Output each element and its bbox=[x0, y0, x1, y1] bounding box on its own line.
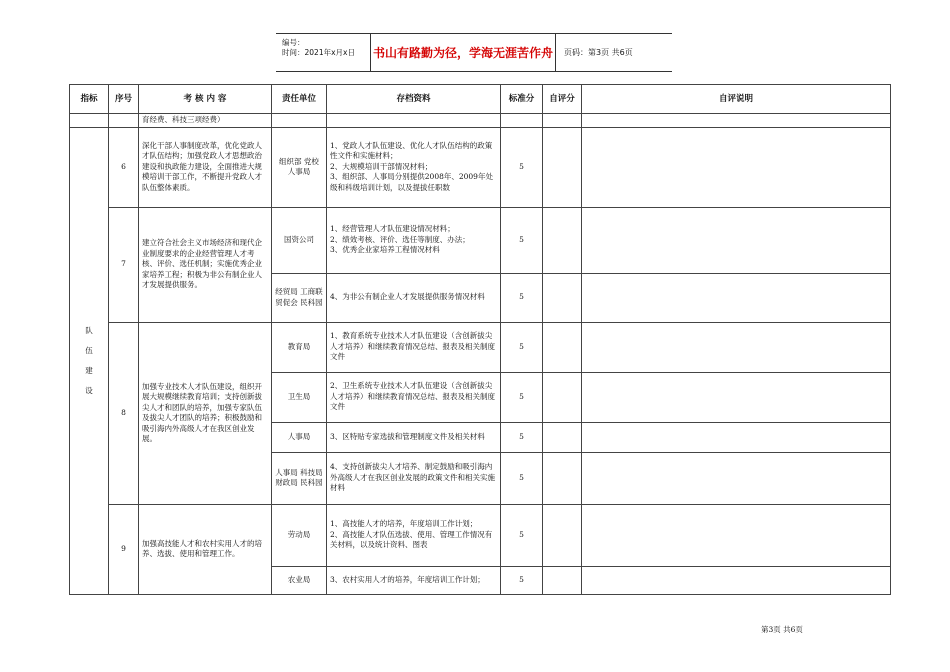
cell-number: 8 bbox=[109, 322, 139, 504]
cell-unit: 人事局 科技局 财政局 民科园 bbox=[272, 452, 327, 504]
cell-self-score[interactable] bbox=[543, 372, 582, 422]
cell-docs: 1、教育系统专业技术人才队伍建设（含创新拔尖人才培养）和继续教育情况总结、报表及相关制度文件 bbox=[327, 322, 501, 372]
col-header-docs: 存档资料 bbox=[327, 85, 501, 114]
cell-empty bbox=[272, 114, 327, 128]
cell-docs: 3、区特贴专家选拔和管理制度文件及相关材料 bbox=[327, 422, 501, 452]
col-header-content: 考 核 内 容 bbox=[139, 85, 272, 114]
col-header-self-notes: 自评说明 bbox=[582, 85, 891, 114]
cell-empty bbox=[109, 114, 139, 128]
col-header-standard-score: 标准分 bbox=[501, 85, 543, 114]
cell-self-notes[interactable] bbox=[582, 273, 891, 322]
cell-unit: 劳动局 bbox=[272, 504, 327, 566]
cell-self-score[interactable] bbox=[543, 452, 582, 504]
cell-self-score[interactable] bbox=[543, 207, 582, 273]
cell-empty bbox=[582, 114, 891, 128]
cell-self-notes[interactable] bbox=[582, 322, 891, 372]
cell-empty bbox=[501, 114, 543, 128]
dimension-char: 设 bbox=[85, 385, 93, 395]
cell-content: 加强高技能人才和农村实用人才的培养、选拔、使用和管理工作。 bbox=[139, 504, 272, 594]
cell-self-notes[interactable] bbox=[582, 372, 891, 422]
cell-number: 6 bbox=[109, 127, 139, 207]
cell-standard-score: 5 bbox=[501, 322, 543, 372]
col-header-number: 序号 bbox=[109, 85, 139, 114]
cell-unit: 农业局 bbox=[272, 566, 327, 594]
cell-self-score[interactable] bbox=[543, 422, 582, 452]
cell-docs: 3、农村实用人才的培养，年度培训工作计划； bbox=[327, 566, 501, 594]
cell-standard-score: 5 bbox=[501, 566, 543, 594]
cell-docs: 1、党政人才队伍建设、优化人才队伍结构的政策性文件和实施材料； 2、大规模培训干部情况材料； 3、组织部、人事局分别提供2008年、2009年处级和科级培训计划，以及提拔任职数 bbox=[327, 127, 501, 207]
cell-number: 9 bbox=[109, 504, 139, 594]
cell-unit: 组织部 党校 人事局 bbox=[272, 127, 327, 207]
cell-self-score[interactable] bbox=[543, 273, 582, 322]
assessment-table bbox=[69, 84, 891, 595]
cell-standard-score: 5 bbox=[501, 452, 543, 504]
cell-docs: 4、为非公有制企业人才发展提供服务情况材料 bbox=[327, 273, 501, 322]
cell-dimension bbox=[70, 127, 109, 594]
header-meta bbox=[276, 34, 370, 71]
cell-self-notes[interactable] bbox=[582, 452, 891, 504]
cell-standard-score: 5 bbox=[501, 127, 543, 207]
cell-content: 育经费、科技三项经费） bbox=[139, 114, 272, 128]
cell-unit: 国资公司 bbox=[272, 207, 327, 273]
cell-docs: 4、支持创新拔尖人才培养、制定鼓励和吸引海内外高级人才在我区创业发展的政策文件和相关实施材料 bbox=[327, 452, 501, 504]
cell-self-score[interactable] bbox=[543, 566, 582, 594]
page-header bbox=[276, 33, 672, 72]
table-header-row bbox=[70, 85, 891, 114]
col-header-indicator: 指标 bbox=[70, 85, 109, 114]
cell-content: 建立符合社会主义市场经济和现代企业制度要求的企业经营管理人才考核、评价、选任机制；实施优秀企业家培养工程；积极为非公有制企业人才发展提供服务。 bbox=[139, 207, 272, 322]
cell-content: 深化干部人事制度改革，优化党政人才队伍结构；加强党政人才思想政治建设和执政能力建设，全面推进大规模培训干部工作，不断提升党政人才队伍整体素质。 bbox=[139, 127, 272, 207]
cell-standard-score: 5 bbox=[501, 207, 543, 273]
cell-standard-score: 5 bbox=[501, 273, 543, 322]
number-label: 编号： bbox=[282, 38, 305, 47]
table-row bbox=[70, 114, 891, 128]
cell-self-score[interactable] bbox=[543, 127, 582, 207]
col-header-unit: 责任单位 bbox=[272, 85, 327, 114]
cell-standard-score: 5 bbox=[501, 372, 543, 422]
cell-empty bbox=[543, 114, 582, 128]
cell-self-notes[interactable] bbox=[582, 566, 891, 594]
cell-standard-score: 5 bbox=[501, 422, 543, 452]
table-row bbox=[70, 504, 891, 566]
cell-content: 加强专业技术人才队伍建设，组织开展大规模继续教育培训；支持创新拔尖人才和团队的培养，加强专家队伍及拔尖人才团队的培养；积极鼓励和吸引海内外高级人才在我区创业发展。 bbox=[139, 322, 272, 504]
cell-docs: 1、经营管理人才队伍建设情况材料； 2、绩效考核、评价、选任等制度、办法； 3、优秀企业家培养工程情况材料 bbox=[327, 207, 501, 273]
dimension-char: 队 bbox=[85, 325, 93, 335]
table-row bbox=[70, 127, 891, 207]
dimension-char: 伍 bbox=[85, 345, 93, 355]
cell-self-notes[interactable] bbox=[582, 504, 891, 566]
header-page-label: 页码：第3页 共6页 bbox=[564, 48, 633, 57]
cell-unit: 教育局 bbox=[272, 322, 327, 372]
cell-unit: 人事局 bbox=[272, 422, 327, 452]
header-motto: 书山有路勤为径，学海无涯苦作舟 bbox=[370, 34, 556, 71]
cell-self-score[interactable] bbox=[543, 322, 582, 372]
col-header-self-score: 自评分 bbox=[543, 85, 582, 114]
cell-self-notes[interactable] bbox=[582, 422, 891, 452]
cell-standard-score: 5 bbox=[501, 504, 543, 566]
cell-self-notes[interactable] bbox=[582, 207, 891, 273]
cell-docs: 1、高技能人才的培养，年度培训工作计划； 2、高技能人才队伍选拔、使用、管理工作情况有关材料，以及统计资料、图表 bbox=[327, 504, 501, 566]
cell-unit: 经贸局 工商联 贸促会 民科园 bbox=[272, 273, 327, 322]
cell-unit: 卫生局 bbox=[272, 372, 327, 422]
cell-self-score[interactable] bbox=[543, 504, 582, 566]
cell-number: 7 bbox=[109, 207, 139, 322]
table-row bbox=[70, 207, 891, 273]
cell-docs: 2、卫生系统专业技术人才队伍建设（含创新拔尖人才培养）和继续教育情况总结、报表及相关制度文件 bbox=[327, 372, 501, 422]
time-label: 时间：2021年x月x日 bbox=[282, 48, 355, 57]
cell-empty bbox=[327, 114, 501, 128]
cell-self-notes[interactable] bbox=[582, 127, 891, 207]
cell-empty bbox=[70, 114, 109, 128]
dimension-char: 建 bbox=[85, 365, 93, 375]
page-footer: 第3页 共6页 bbox=[761, 625, 803, 634]
table-row bbox=[70, 322, 891, 372]
